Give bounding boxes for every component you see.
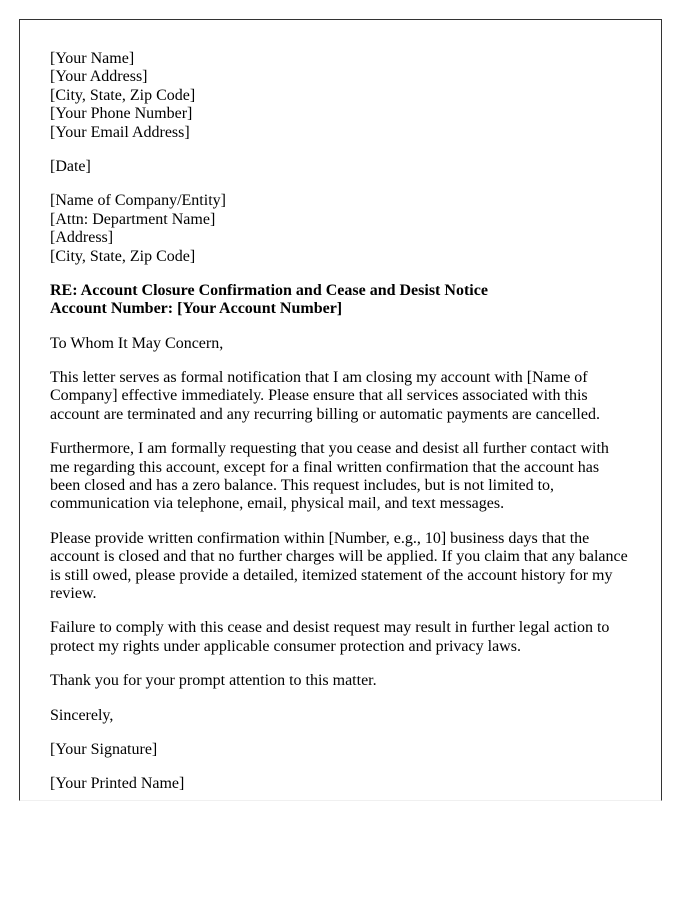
sender-address: [Your Address] [50, 68, 148, 86]
recipient-block [50, 192, 631, 266]
signature-placeholder: [Your Signature] [50, 740, 158, 758]
closing: Sincerely, [50, 706, 114, 724]
recipient-attn: [Attn: Department Name] [50, 210, 216, 228]
body-paragraph-5: Thank you for your prompt attention to this matter. [50, 672, 377, 690]
sender-email: [Your Email Address] [50, 123, 190, 141]
date-line: [Date] [50, 157, 91, 175]
sender-name: [Your Name] [50, 50, 135, 67]
sender-city-state-zip: [City, State, Zip Code] [50, 86, 196, 104]
body-paragraph-4: Failure to comply with this cease and desist request may result in further legal action to protect my rights under applicable consumer protection and privacy laws. [50, 619, 610, 655]
sender-block [50, 50, 631, 142]
body-paragraph-2: Furthermore, I am formally requesting that you cease and desist all further contact with me regarding this account, except for a final written confirmation that the account has been closed and has a zero balance. This request includes, but is not limited to, communication via telephone, email, physical mail, and text messages. [50, 440, 609, 513]
subject-block [50, 282, 631, 319]
subject-re-line: RE: Account Closure Confirmation and Cease and Desist Notice [50, 281, 488, 299]
recipient-city-state-zip: [City, State, Zip Code] [50, 247, 196, 265]
letter-page [19, 19, 662, 801]
recipient-company: [Name of Company/Entity] [50, 192, 226, 210]
subject-account-line: Account Number: [Your Account Number] [50, 300, 343, 318]
salutation: To Whom It May Concern, [50, 334, 224, 352]
sender-phone: [Your Phone Number] [50, 105, 193, 123]
body-paragraph-1: This letter serves as formal notification that I am closing my account with [Name of Company] effective immediately. Please ensure that all services associated with this account are terminated and any recurring billing or automatic payments are cancelled. [50, 369, 600, 423]
recipient-address: [Address] [50, 229, 114, 247]
body-paragraph-3: Please provide written confirmation within [Number, e.g., 10] business days that the account is closed and that no further charges will be applied. If you claim that any balance is still owed, please provide a detailed, itemized statement of the account history for my review. [50, 529, 628, 602]
printed-name-placeholder: [Your Printed Name] [50, 775, 185, 793]
